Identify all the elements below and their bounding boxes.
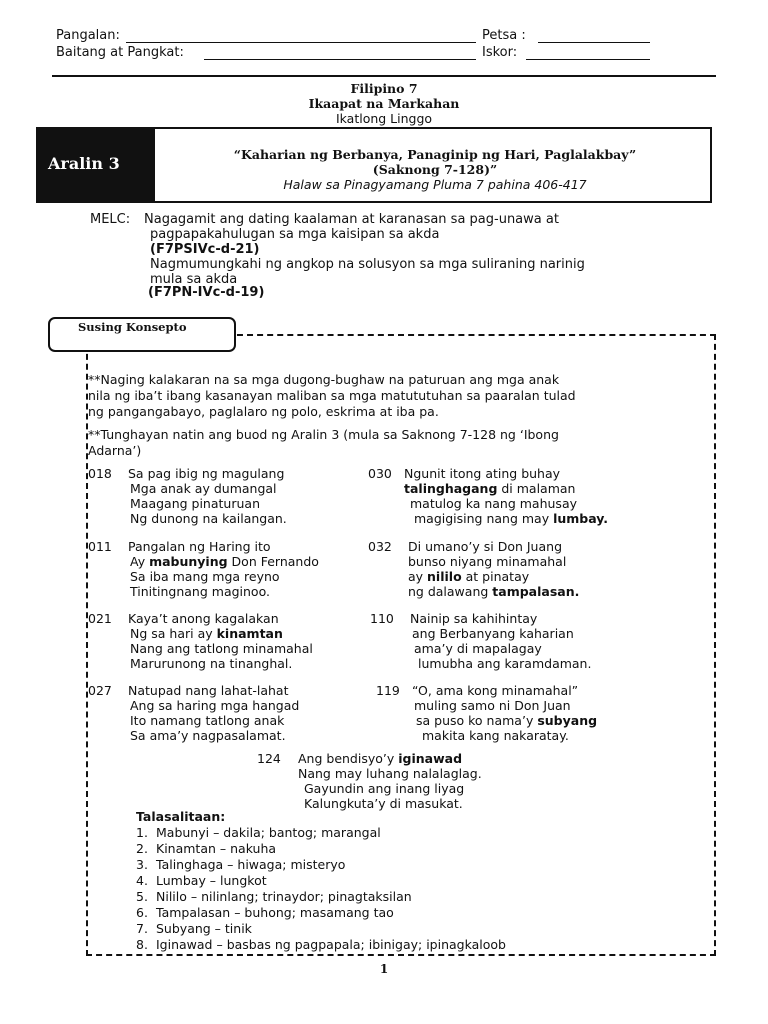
stanza-line: ama’y di mapalagay [414,641,542,656]
vocabulary-item [136,825,506,841]
stanza-018 [128,466,287,526]
vocabulary-number: 8. [136,937,148,952]
vocabulary-number: 7. [136,921,148,936]
stanza-line [128,554,319,569]
concept-para-1-line-1: **Naging kalakaran na sa mga dugong-bughaw na paturuan ang mga anak [88,372,560,387]
stanza-line: Marurunong na tinanghal. [130,656,293,671]
vocabulary-item [136,905,506,921]
vocabulary-text: Iginawad – basbas ng pagpapala; ibinigay; ipinagkaloob [156,937,506,952]
stanza-124-number: 124 [257,751,281,766]
concept-para-2-line-1: **Tunghayan natin ang buod ng Aralin 3 (mula sa Saknong 7-128 ng ‘Ibong [88,427,559,442]
melc-label: MELC: [90,212,131,227]
stanza-124 [298,751,482,811]
concept-para-1-line-3: ng pangangabayo, paglalaro ng polo, eskrima at iba pa. [88,404,439,419]
vocabulary-number: 5. [136,889,148,904]
vocabulary-text: Tampalasan – buhong; masamang tao [156,905,394,920]
stanza-line [408,584,579,599]
concept-tab-label: Susing Konsepto [78,320,187,334]
vocab-word: kinamtan [216,626,283,641]
stanza-line: matulog ka nang mahusay [410,496,578,511]
melc-line-1: Nagagamit ang dating kaalaman at karanasan sa pag-unawa at [144,212,559,227]
stanza-line: Pangalan ng Haring ito [128,539,271,554]
stanza-line: Sa pag ibig ng magulang [128,466,285,481]
vocabulary-number: 1. [136,825,148,840]
stanza-line: Nang ang tatlong minamahal [130,641,313,656]
vocabulary-item [136,937,506,953]
subject-title: Filipino 7 [350,81,418,96]
melc-code-2: (F7PN-IVc-d-19) [148,285,265,300]
name-label: Pangalan: [56,28,120,43]
stanza-line: Ngunit itong ating buhay [404,466,561,481]
stanza-line: Kaya’t anong kagalakan [128,611,279,626]
stanza-line-text: Don Fernando [227,554,319,569]
lesson-source: Halaw sa Pinagyamang Pluma 7 pahina 406-417 [283,177,587,192]
vocab-word: mabunying [149,554,228,569]
stanza-line: Nang may luhang nalalaglag. [298,766,482,781]
vocabulary-number: 4. [136,873,148,888]
vocabulary-text: Lumbay – lungkot [156,873,267,888]
vocab-word: lumbay. [553,511,609,526]
vocabulary-title: Talasalitaan: [136,809,226,824]
stanza-line: Sa iba mang mga reyno [130,569,280,584]
grade-label: Baitang at Pangkat: [56,45,184,60]
header-divider [52,75,716,77]
stanza-line [128,626,313,641]
vocab-word: talinghagang [404,481,498,496]
stanza-021-number: 021 [88,611,112,626]
vocabulary-item [136,857,506,873]
concept-para-2-line-2: Adarna’) [88,443,142,458]
stanza-line: “O, ama kong minamahal” [412,683,579,698]
stanza-line: Di umano’y si Don Juang [408,539,562,554]
stanza-018-number: 018 [88,466,112,481]
stanza-line: Ito namang tatlong anak [130,713,285,728]
vocabulary-text: Kinamtan – nakuha [156,841,277,856]
stanza-line: ang Berbanyang kaharian [412,626,574,641]
vocabulary-text: Talinghaga – hiwaga; misteryo [156,857,346,872]
vocabulary-item [136,889,506,905]
stanza-110-number: 110 [370,611,394,626]
stanza-line [404,511,608,526]
stanza-line [404,481,608,496]
stanza-119 [412,683,597,743]
stanza-line: Tinitingnang maginoo. [130,584,270,599]
stanza-030 [404,466,608,526]
vocabulary-number: 2. [136,841,148,856]
vocab-word: tampalasan. [492,584,580,599]
stanza-line: lumubha ang karamdaman. [418,656,592,671]
stanza-line-text: Ay [130,554,150,569]
melc-line-3: Nagmumungkahi ng angkop na solusyon sa mga suliraning narinig [150,257,585,272]
score-field[interactable] [526,59,650,60]
stanza-line-text: sa puso ko nama’y [416,713,538,728]
vocabulary-text: Mabunyi – dakila; bantog; marangal [156,825,381,840]
stanza-line-text: at pinatay [461,569,530,584]
stanza-line-text: ay [408,569,428,584]
stanza-line-text: magigising nang may [414,511,554,526]
stanza-line-text: ng dalawang [408,584,493,599]
stanza-027 [128,683,299,743]
stanza-line [408,569,579,584]
vocabulary-list [136,825,506,953]
date-field[interactable] [538,42,650,43]
lesson-title: “Kaharian ng Berbanya, Panaginip ng Hari, Paglalakbay” [233,147,637,162]
melc-code-1: (F7PSIVc-d-21) [150,242,260,257]
stanza-021 [128,611,313,671]
vocab-word: nililo [427,569,462,584]
melc-line-2: pagpapakahulugan sa mga kaisipan sa akda [150,227,440,242]
stanza-line: makita kang nakaratay. [422,728,569,743]
date-label: Petsa : [482,28,526,43]
stanza-032-number: 032 [368,539,392,554]
stanza-line: muling samo ni Don Juan [414,698,571,713]
stanza-line [412,713,597,728]
name-field[interactable] [126,42,476,43]
stanza-line: Ng dunong na kailangan. [130,511,287,526]
concept-para-1-line-2: nila ng iba’t ibang kasanayan maliban sa mga matututuhan sa paaralan tulad [88,388,576,403]
vocabulary-item [136,921,506,937]
vocabulary-number: 3. [136,857,148,872]
stanza-110 [410,611,591,671]
stanza-line: Ang sa haring mga hangad [130,698,300,713]
quarter-title: Ikaapat na Markahan [308,96,460,111]
stanza-line-text: di malaman [497,481,576,496]
stanza-line-text: Ang bendisyo’y [298,751,399,766]
stanza-line [298,751,482,766]
lesson-stanzas: (Saknong 7-128)” [372,162,498,177]
stanza-032 [408,539,579,599]
stanza-line-text: Ng sa hari ay [130,626,217,641]
vocab-word: iginawad [398,751,463,766]
lesson-label: Aralin 3 [48,154,120,173]
vocabulary-number: 6. [136,905,148,920]
score-label: Iskor: [482,45,518,60]
vocab-word: subyang [537,713,598,728]
stanza-line: Maagang pinaturuan [130,496,260,511]
stanza-119-number: 119 [376,683,400,698]
stanza-line: Kalungkuta’y di masukat. [304,796,463,811]
melc-line-4: mula sa akda [150,272,238,287]
stanza-011 [128,539,319,599]
stanza-030-number: 030 [368,466,392,481]
vocabulary-item [136,873,506,889]
stanza-011-number: 011 [88,539,112,554]
grade-field[interactable] [204,59,476,60]
page-number: 1 [379,962,389,976]
stanza-line: bunso niyang minamahal [408,554,567,569]
stanza-line: Natupad nang lahat-lahat [128,683,289,698]
stanza-line: Mga anak ay dumangal [130,481,277,496]
vocabulary-text: Subyang – tinik [156,921,252,936]
stanza-027-number: 027 [88,683,112,698]
stanza-line: Gayundin ang inang liyag [304,781,465,796]
week-title: Ikatlong Linggo [335,111,433,126]
stanza-line: Sa ama’y nagpasalamat. [130,728,286,743]
vocabulary-item [136,841,506,857]
stanza-line: Nainip sa kahihintay [410,611,538,626]
vocabulary-text: Nililo – nilinlang; trinaydor; pinagtaksilan [156,889,412,904]
